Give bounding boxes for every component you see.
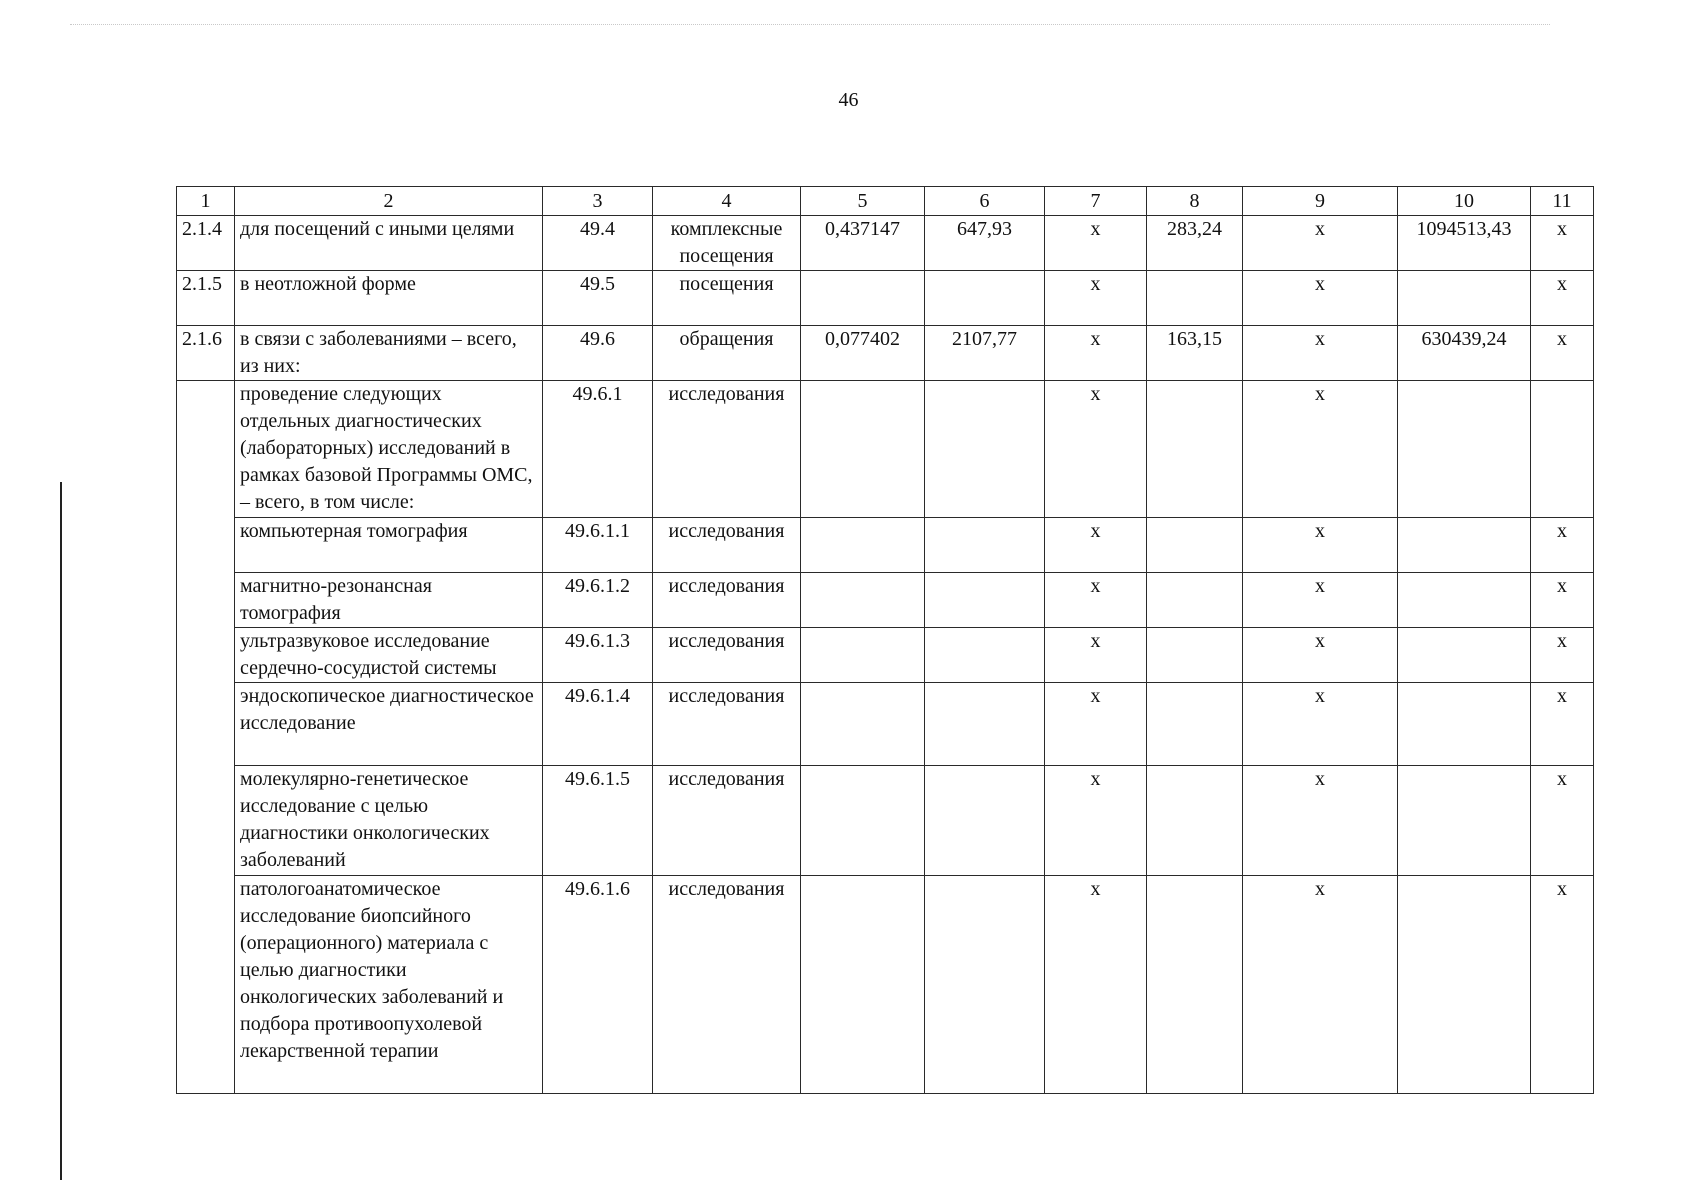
- table-cell: [925, 766, 1045, 876]
- row-number: [177, 766, 235, 876]
- row-code: 49.6.1: [543, 381, 653, 518]
- row-unit: исследования: [653, 381, 801, 518]
- table-cell: х: [1045, 876, 1147, 1094]
- table-row: [177, 271, 1594, 326]
- table-cell: х: [1243, 271, 1398, 326]
- table-cell: [925, 876, 1045, 1094]
- column-header: 8: [1147, 187, 1243, 216]
- table-cell: [801, 876, 925, 1094]
- table-cell: [1147, 271, 1243, 326]
- table-cell: [1147, 876, 1243, 1094]
- row-name: в неотложной форме: [235, 271, 543, 326]
- table-cell: х: [1243, 683, 1398, 766]
- row-unit: исследования: [653, 628, 801, 683]
- row-name: магнитно-резонансная томография: [235, 573, 543, 628]
- table-cell: [1531, 381, 1594, 518]
- column-header: 2: [235, 187, 543, 216]
- row-name: патологоанатомическое исследование биопсийного (операционного) материала с целью диагностики онкологических заболеваний и подбора противоопухолевой лекарственной терапии: [235, 876, 543, 1094]
- table-cell: [1147, 683, 1243, 766]
- table-cell: 0,077402: [801, 326, 925, 381]
- table-cell: [1398, 381, 1531, 518]
- table-row: [177, 326, 1594, 381]
- table-cell: [801, 683, 925, 766]
- column-header: 6: [925, 187, 1045, 216]
- table-cell: [1398, 628, 1531, 683]
- table-cell: х: [1531, 326, 1594, 381]
- table-cell: [1147, 628, 1243, 683]
- table-cell: х: [1243, 573, 1398, 628]
- table-cell: 163,15: [1147, 326, 1243, 381]
- row-number: [177, 573, 235, 628]
- scan-edge-line: [60, 482, 62, 1180]
- table-cell: х: [1531, 216, 1594, 271]
- column-header: 11: [1531, 187, 1594, 216]
- table-cell: х: [1243, 326, 1398, 381]
- row-unit: обращения: [653, 326, 801, 381]
- row-name: эндоскопическое диагностическое исследование: [235, 683, 543, 766]
- row-unit: исследования: [653, 573, 801, 628]
- table-cell: [925, 628, 1045, 683]
- table-cell: [1398, 518, 1531, 573]
- table-cell: х: [1045, 628, 1147, 683]
- table-row: [177, 573, 1594, 628]
- table-cell: 283,24: [1147, 216, 1243, 271]
- column-header: 9: [1243, 187, 1398, 216]
- column-header: 4: [653, 187, 801, 216]
- table-cell: [1398, 573, 1531, 628]
- data-table: [176, 186, 1594, 1094]
- row-name: в связи с заболеваниями – всего, из них:: [235, 326, 543, 381]
- row-number: [177, 381, 235, 518]
- table-cell: 630439,24: [1398, 326, 1531, 381]
- table-cell: х: [1243, 876, 1398, 1094]
- table-cell: х: [1243, 518, 1398, 573]
- table-row: [177, 216, 1594, 271]
- table-cell: х: [1531, 271, 1594, 326]
- table-cell: х: [1531, 766, 1594, 876]
- table-cell: [1398, 876, 1531, 1094]
- row-unit: комплексные посещения: [653, 216, 801, 271]
- row-code: 49.6.1.1: [543, 518, 653, 573]
- row-name: ультразвуковое исследование сердечно-сосудистой системы: [235, 628, 543, 683]
- table-cell: [801, 381, 925, 518]
- row-number: [177, 683, 235, 766]
- table-row: [177, 381, 1594, 518]
- table-cell: [1398, 271, 1531, 326]
- table-cell: [801, 271, 925, 326]
- row-code: 49.6.1.3: [543, 628, 653, 683]
- table-cell: 2107,77: [925, 326, 1045, 381]
- row-code: 49.6.1.4: [543, 683, 653, 766]
- row-unit: исследования: [653, 518, 801, 573]
- table-cell: [1147, 766, 1243, 876]
- table-cell: [925, 518, 1045, 573]
- table-cell: [1147, 573, 1243, 628]
- table-cell: х: [1045, 326, 1147, 381]
- row-code: 49.5: [543, 271, 653, 326]
- table-cell: 647,93: [925, 216, 1045, 271]
- column-header: 7: [1045, 187, 1147, 216]
- row-name: компьютерная томография: [235, 518, 543, 573]
- table-cell: х: [1045, 518, 1147, 573]
- table-cell: х: [1045, 216, 1147, 271]
- row-name: проведение следующих отдельных диагностических (лабораторных) исследований в рамках базовой Программы ОМС, – всего, в том числе:: [235, 381, 543, 518]
- table-cell: х: [1531, 518, 1594, 573]
- row-name: молекулярно-генетическое исследование с целью диагностики онкологических заболеваний: [235, 766, 543, 876]
- table-cell: [1398, 766, 1531, 876]
- table-cell: х: [1045, 766, 1147, 876]
- table-cell: [1147, 381, 1243, 518]
- row-unit: исследования: [653, 876, 801, 1094]
- table-row: [177, 876, 1594, 1094]
- table-row: [177, 683, 1594, 766]
- table-cell: 1094513,43: [1398, 216, 1531, 271]
- table-row: [177, 766, 1594, 876]
- table-cell: х: [1243, 216, 1398, 271]
- table-cell: [925, 271, 1045, 326]
- column-header: 1: [177, 187, 235, 216]
- table-cell: [801, 628, 925, 683]
- column-header: 3: [543, 187, 653, 216]
- table-cell: х: [1045, 271, 1147, 326]
- table-row: [177, 518, 1594, 573]
- table-header-row: [177, 187, 1594, 216]
- table-cell: 0,437147: [801, 216, 925, 271]
- row-code: 49.6.1.2: [543, 573, 653, 628]
- table-cell: [925, 573, 1045, 628]
- row-code: 49.6.1.5: [543, 766, 653, 876]
- row-unit: исследования: [653, 766, 801, 876]
- table-cell: х: [1045, 683, 1147, 766]
- table-cell: [925, 381, 1045, 518]
- table-cell: х: [1243, 628, 1398, 683]
- table-cell: х: [1531, 683, 1594, 766]
- table-cell: [801, 518, 925, 573]
- column-header: 5: [801, 187, 925, 216]
- table-cell: [801, 573, 925, 628]
- table-cell: х: [1531, 573, 1594, 628]
- row-number: [177, 518, 235, 573]
- row-unit: исследования: [653, 683, 801, 766]
- row-code: 49.6: [543, 326, 653, 381]
- column-header: 10: [1398, 187, 1531, 216]
- row-code: 49.6.1.6: [543, 876, 653, 1094]
- table-cell: х: [1045, 573, 1147, 628]
- row-number: 2.1.6: [177, 326, 235, 381]
- table-cell: х: [1243, 766, 1398, 876]
- row-name: для посещений с иными целями: [235, 216, 543, 271]
- table-cell: [925, 683, 1045, 766]
- scan-noise: [70, 24, 1550, 29]
- row-code: 49.4: [543, 216, 653, 271]
- row-number: 2.1.5: [177, 271, 235, 326]
- row-number: [177, 628, 235, 683]
- row-unit: посещения: [653, 271, 801, 326]
- row-number: 2.1.4: [177, 216, 235, 271]
- row-number: [177, 876, 235, 1094]
- page-number: 46: [838, 89, 859, 111]
- table-cell: [1398, 683, 1531, 766]
- table-cell: х: [1243, 381, 1398, 518]
- table-cell: х: [1045, 381, 1147, 518]
- table-row: [177, 628, 1594, 683]
- table-cell: [1147, 518, 1243, 573]
- table-cell: [801, 766, 925, 876]
- table-cell: х: [1531, 876, 1594, 1094]
- table-cell: х: [1531, 628, 1594, 683]
